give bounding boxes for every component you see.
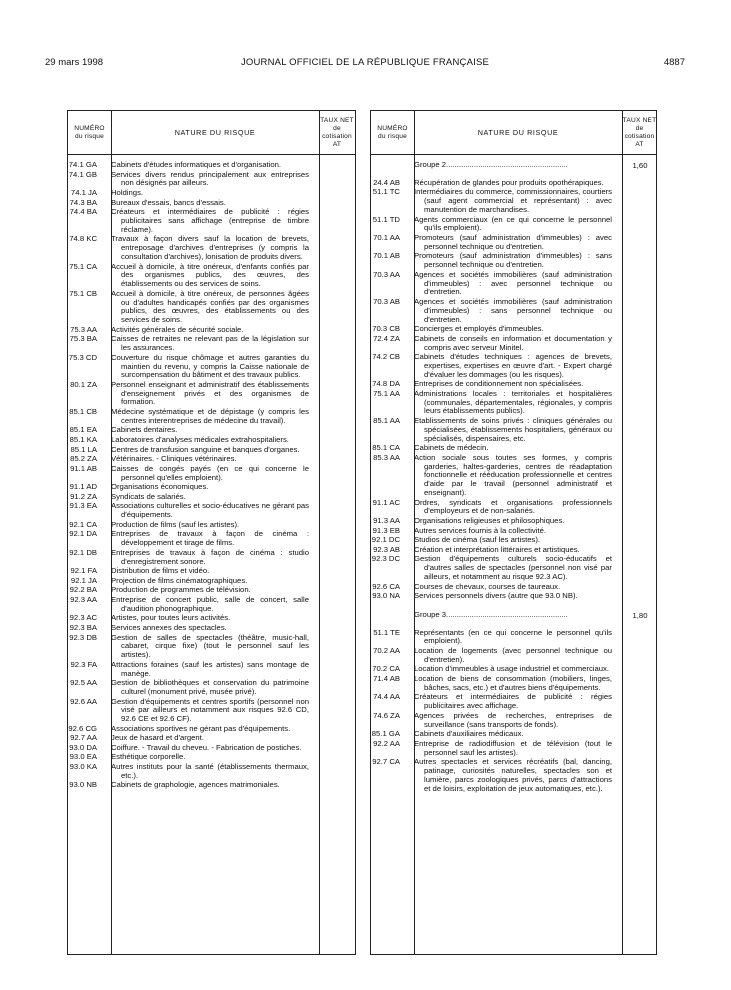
risk-nature: Distribution de films et vidéo. (111, 566, 210, 576)
table-row (68, 290, 311, 325)
table-row (68, 634, 311, 660)
risk-code: 51.1 TC (372, 187, 400, 197)
risk-code: 70.3 AB (373, 296, 400, 306)
risk-code: 74.8 KC (69, 234, 97, 244)
table-row (68, 596, 311, 614)
risk-code: 92.3 AA (70, 594, 97, 604)
risk-nature: Production de programmes de télévision. (111, 585, 251, 595)
table-row (371, 629, 614, 647)
table-row (68, 326, 311, 335)
group-label: Groupe 2......................................................... (414, 161, 568, 169)
risk-nature: Entreprise de radiodiffusion et de télévision (tout le personnel sauf les artistes). (414, 738, 612, 757)
risk-nature: Syndicats de salariés. (111, 491, 186, 501)
risk-nature: Production de films (sauf les artistes). (111, 519, 240, 529)
risk-code: 92.1 FA (70, 566, 97, 576)
risk-code: 85.1 CA (372, 443, 400, 453)
risk-code: 74.4 BA (69, 207, 97, 217)
risk-nature: Entreprises de travaux à façon de cinéma : studio d'enregistrement sonore. (111, 547, 309, 566)
risk-nature: Administrations locales : territoriales et hospitalières (communales, départementales, régionales, y compris leurs établissements publics). (414, 388, 612, 416)
table-row (68, 335, 311, 353)
table-row (371, 555, 614, 581)
risk-code: 74.4 AA (373, 692, 400, 702)
risk-code: 70.1 AB (373, 251, 400, 261)
table-row (371, 325, 614, 334)
risk-code: 92.2 AA (373, 738, 400, 748)
risk-nature: Organisations religieuses et philosophiques. (414, 516, 565, 526)
risk-code: 24.4 AB (373, 177, 400, 187)
risk-nature: Location de logements (avec personnel technique ou d'entretien). (414, 645, 612, 664)
risk-nature: Agences privées de recherches, entreprises de surveillance (sans transports de fonds). (414, 710, 612, 729)
risk-code: 92.1 DB (69, 547, 97, 557)
risk-nature: Activités générales de sécurité sociale. (111, 324, 244, 334)
group-row (371, 611, 614, 620)
risk-code: 92.3 AB (373, 544, 400, 554)
risk-nature: Cabinets de médecin. (414, 443, 489, 453)
table-row (371, 234, 614, 252)
risk-code: 74.1 GA (68, 160, 97, 169)
risk-nature: Créateurs et intermédiaires de publicité : régies publicitaires sans affichage (entreprise de timbre réclame). (111, 207, 309, 234)
table-row (68, 679, 311, 697)
risk-nature: Holdings. (111, 187, 144, 197)
page-number: 4887 (663, 57, 685, 68)
table-row (371, 271, 614, 297)
risk-code: 92.1 DA (69, 529, 97, 539)
table-row (68, 263, 311, 289)
risk-nature: Attractions foraines (sauf les artistes) sans montage de manège. (111, 659, 309, 678)
column-header-nature: NATURE DU RISQUE (477, 127, 559, 137)
risk-nature: Intermédiaires du commerce, commissionnaires, courtiers (sauf agent commercial et représentant) : avec manutention de marchandises. (414, 187, 612, 214)
table-row (371, 527, 614, 536)
table-row (371, 536, 614, 545)
risk-nature: Location d'immeubles à usage industriel et commerciaux. (414, 664, 610, 674)
group-rate: 1,60 (632, 161, 648, 170)
risk-code: 75.3 CD (68, 352, 97, 362)
table-row (68, 734, 311, 743)
table-row (68, 483, 311, 492)
risk-nature: Location de biens de consommation (mobiliers, linges, bâches, sacs, etc.) et d'autres biens d'équipements. (414, 673, 612, 692)
risk-nature: Laboratoires d'analyses médicales extrahospitaliers. (111, 435, 289, 445)
risk-nature: Promoteurs (sauf administration d'immeubles) : sans personnel technique ou d'entretien. (414, 251, 612, 270)
risk-code: 92.6 CA (372, 581, 400, 591)
table-row (68, 465, 311, 483)
table-row (68, 436, 311, 445)
table-row (371, 188, 614, 214)
risk-code: 93.0 KA (69, 762, 97, 772)
risk-code: 75.1 AA (373, 388, 400, 398)
risk-nature: Créateurs et intermédiaires de publicité : régies publicitaires avec affichage. (414, 692, 612, 711)
risk-code: 91.3 EA (69, 501, 97, 511)
table-row (371, 353, 614, 379)
risk-nature: Création et interprétation littéraires et artistiques. (414, 544, 580, 554)
table-row (371, 740, 614, 758)
risk-code: 92.3 AC (69, 613, 97, 623)
risk-code: 74.1 GB (68, 169, 97, 179)
risk-code: 74.2 CB (372, 352, 400, 362)
risk-nature: Cabinets d'études informatiques et d'organisation. (111, 160, 282, 169)
table-row (371, 712, 614, 730)
table-row (371, 298, 614, 324)
journal-title: JOURNAL OFFICIEL DE LA RÉPUBLIQUE FRANÇAISE (240, 57, 490, 68)
column-header-nature: NATURE DU RISQUE (174, 127, 256, 137)
table-row (371, 665, 614, 674)
table-row (371, 335, 614, 353)
risk-code: 91.1 AC (372, 497, 400, 507)
table-row (68, 521, 311, 530)
risk-code: 70.1 AA (373, 232, 400, 242)
table-row (371, 216, 614, 234)
table-row (68, 235, 311, 261)
table-row (371, 179, 614, 188)
column-header-code: NUMÉRO du risque (74, 124, 105, 140)
risk-nature: Agences et sociétés immobilières (sauf administration d'immeubles) : avec personnel technique ou d'entretien. (414, 269, 612, 297)
risk-nature: Cabinets de graphologie, agences matrimoniales. (111, 780, 280, 790)
risk-nature: Cabinets dentaires. (111, 425, 178, 435)
risk-nature: Agents commerciaux (en ce qui concerne le personnel qu'ils emploient). (414, 214, 612, 233)
risk-code: 92.3 DC (371, 554, 400, 564)
table-row (371, 693, 614, 711)
table-row (68, 199, 311, 208)
risk-code: 72.4 ZA (373, 333, 400, 343)
risk-nature: Autres spectacles et services récréatifs (bal, dancing, patinage, curiosités naturelles, spectacles son et lumière, parcs zoologiques privés, parcs d'attractions et de loisirs, exploitation de jeux automatiques, etc.). (414, 757, 612, 793)
table-row (68, 161, 311, 170)
table-row (371, 252, 614, 270)
risk-nature: Jeux de hasard et d'argent. (111, 733, 204, 743)
risk-code: 92.2 BA (69, 585, 97, 595)
risk-nature: Autres services fournis à la collectivité. (414, 525, 547, 535)
table-row (371, 675, 614, 693)
table-row (68, 698, 311, 724)
risk-nature: Personnel enseignant et administratif des établissements d'enseignement privés et des organismes de formation. (111, 379, 309, 407)
risk-code: 74.1 JA (70, 187, 97, 197)
right-table-body (371, 161, 614, 794)
risk-code: 85.1 AA (373, 416, 400, 426)
risk-code: 75.1 CB (69, 288, 97, 298)
risk-code: 70.2 CA (372, 664, 400, 674)
table-row (371, 758, 614, 793)
risk-nature: Caisses de congés payés (en ce qui concerne le personnel qu'elles emploient). (111, 463, 309, 482)
risk-code: 93.0 NA (372, 591, 400, 601)
risk-nature: Studios de cinéma (sauf les artistes). (414, 535, 541, 545)
table-row (68, 408, 311, 426)
risk-nature: Gestion d'équipements culturels socio-éducatifs et d'autres salles de spectacles (personnel non visé par ailleurs, et notamment au risque 92.3 AC). (414, 554, 612, 581)
risk-nature: Services personnels divers (autre que 93.0 NB). (414, 591, 578, 601)
risk-code (371, 611, 414, 620)
risk-nature: Etablissements de soins privés : cliniques générales ou spécialisées, établissements hospitaliers, généraux ou spécialisés, dispensaires, etc. (414, 416, 612, 443)
risk-nature: Cabinets d'études techniques : agences de brevets, expertises, expertises en œuvre d'art. - Expert chargé d'évaluer les dommages (ou les risques). (414, 352, 612, 379)
risk-nature: Associations culturelles et socio-éducatives ne gérant pas d'équipements. (111, 501, 309, 520)
risk-code: 85.1 CB (69, 407, 97, 417)
table-row (371, 730, 614, 739)
group-row (371, 161, 614, 170)
left-rate-table (67, 110, 356, 955)
risk-code: 85.1 KA (69, 435, 97, 445)
risk-nature: Centres de transfusion sanguine et banques d'organes. (111, 444, 300, 454)
risk-nature: Concierges et employés d'immeubles. (414, 324, 544, 334)
risk-code: 92.3 DB (69, 632, 97, 642)
table-row (371, 417, 614, 443)
table-row (68, 455, 311, 464)
risk-code: 92.1 DC (371, 535, 400, 545)
table-row (68, 549, 311, 567)
risk-code: 70.3 AA (373, 269, 400, 279)
risk-code: 91.3 AA (373, 516, 400, 526)
risk-code: 91.1 AB (70, 463, 97, 473)
left-table-body (68, 161, 311, 791)
risk-code: 71.4 AB (373, 673, 400, 683)
header-date: 29 mars 1998 (45, 57, 104, 68)
table-row (68, 354, 311, 380)
risk-code: 75.1 CA (69, 261, 97, 271)
table-row (68, 502, 311, 520)
risk-nature: Gestion de salles de spectacles (théâtre, music-hall, cabaret, cirque fixe) (tout le personnel sauf les artistes). (111, 632, 309, 660)
risk-nature: Médecine systématique et de dépistage (y compris les centres interentreprises de médecine du travail). (111, 407, 309, 425)
table-row (68, 381, 311, 407)
risk-code: 74.8 DA (372, 379, 400, 389)
risk-code: 75.3 AA (70, 324, 97, 334)
table-row (68, 426, 311, 435)
risk-nature: Vétérinaires. - Cliniques vétérinaires. (111, 454, 237, 464)
table-row (371, 390, 614, 416)
table-row (68, 493, 311, 502)
table-row (371, 444, 614, 453)
risk-nature: Couverture du risque chômage et autres garanties du maintien du revenu, y compris la Caisse nationale de surcompensation du bâtiment et des travaux publics. (111, 352, 309, 380)
table-row (68, 530, 311, 548)
risk-code: 74.3 BA (69, 197, 97, 207)
table-row (371, 583, 614, 592)
risk-nature: Cabinets de conseils en information et documentation y compris avec serveur Minitel. (414, 333, 612, 352)
column-header-code: NUMÉRO du risque (377, 124, 408, 140)
group-rate: 1,80 (632, 611, 648, 620)
risk-code: 93.0 NB (69, 780, 97, 790)
risk-nature: Courses de chevaux, courses de taureaux. (414, 581, 561, 591)
risk-code: 70.3 CB (372, 324, 400, 334)
table-row (68, 171, 311, 189)
risk-code: 70.2 AA (373, 645, 400, 655)
risk-nature: Représentants (en ce qui concerne le personnel qu'ils emploient). (414, 627, 612, 646)
page-header (45, 57, 685, 71)
risk-nature: Caisses de retraites ne relevant pas de la législation sur les assurances. (111, 334, 309, 353)
risk-nature: Esthétique corporelle. (111, 752, 186, 762)
risk-nature: Artistes, pour toutes leurs activités. (111, 613, 231, 623)
risk-nature: Cabinets d'auxiliaires médicaux. (414, 729, 524, 739)
risk-nature: Coiffure. - Travail du cheveu. - Fabrication de postiches. (111, 742, 302, 752)
risk-code: 92.6 CG (68, 723, 97, 733)
risk-nature: Entreprises de travaux à façon de cinéma : développement et tirage de films. (111, 529, 309, 548)
risk-code: 74.6 ZA (373, 710, 400, 720)
risk-nature: Projection de films cinématographiques. (111, 575, 248, 585)
table-row (68, 567, 311, 576)
risk-nature: Services divers rendus principalement aux entreprises non désignés par ailleurs. (111, 169, 309, 188)
table-row (68, 446, 311, 455)
risk-nature: Gestion d'équipements et centres sportifs (personnel non visé par ailleurs et notamment aux risques 92.6 CD, 92.6 CE et 92.6 CF). (111, 696, 309, 724)
risk-nature: Bureaux d'essais, bancs d'essais. (111, 197, 226, 207)
risk-code: 85.1 GA (371, 729, 400, 739)
risk-code: 91.1 AD (69, 482, 97, 492)
table-row (68, 208, 311, 234)
table-row (68, 744, 311, 753)
risk-code: 85.1 EA (69, 425, 97, 435)
risk-nature: Entreprise de concert public, salle de concert, salle d'audition phonographique. (111, 594, 309, 613)
risk-nature: Action sociale sous toutes ses formes, y compris garderies, haltes-garderies, centres de réadaptation fonctionnelle et rééducation professionnelle et centres d'aide par le travail (personnel administratif et enseignant). (414, 452, 612, 498)
table-row (371, 546, 614, 555)
risk-nature: Autres instituts pour la santé (établissements thermaux, etc.). (111, 762, 309, 780)
risk-nature: Récupération de glandes pour produits opothérapiques. (414, 177, 604, 187)
risk-code: 51.1 TE (373, 627, 400, 637)
risk-nature: Promoteurs (sauf administration d'immeubles) : avec personnel technique ou d'entretien. (414, 232, 612, 251)
risk-code: 92.5 AA (70, 678, 97, 688)
risk-code: 92.6 AA (70, 696, 97, 706)
table-row (68, 189, 311, 198)
risk-code: 93.0 DA (69, 742, 97, 752)
table-row (371, 380, 614, 389)
table-row (371, 454, 614, 498)
risk-nature: Organisations économiques. (111, 482, 209, 492)
risk-code: 92.7 AA (70, 733, 97, 743)
table-row (68, 725, 311, 734)
risk-nature: Services annexes des spectacles. (111, 622, 227, 632)
table-row (68, 614, 311, 623)
risk-code (371, 161, 414, 170)
table-row (68, 624, 311, 633)
table-row (371, 517, 614, 526)
risk-nature: Gestion de bibliothèques et conservation du patrimoine culturel (monument privé, musée privé). (111, 678, 309, 696)
table-row (68, 577, 311, 586)
risk-code: 91.2 ZA (70, 491, 97, 501)
risk-code: 93.0 EA (69, 752, 97, 762)
risk-code: 92.1 CA (69, 519, 97, 529)
column-header-rate: TAUX NET de cotisation AT (320, 116, 354, 148)
risk-code: 85.3 AA (373, 452, 400, 462)
risk-code: 91.3 EB (372, 525, 400, 535)
column-header-rate: TAUX NET de cotisation AT (622, 116, 657, 148)
risk-nature: Ordres, syndicats et organisations professionnels d'employeurs et de non-salariés. (414, 497, 612, 516)
table-row (68, 781, 311, 790)
risk-code: 75.3 BA (69, 334, 97, 344)
risk-nature: Agences et sociétés immobilières (sauf administration d'immeubles) : sans personnel technique ou d'entretien. (414, 296, 612, 324)
table-row (371, 592, 614, 601)
risk-code: 92.7 CA (372, 757, 400, 767)
risk-nature: Associations sportives ne gérant pas d'équipements. (111, 723, 291, 733)
table-row (68, 661, 311, 679)
risk-nature: Accueil à domicile, à titre onéreux, de personnes âgées ou d'adultes handicapés confiés par des organismes publics, des œuvres, des établissements ou des services de soins. (111, 288, 309, 325)
right-rate-table (370, 110, 657, 955)
table-row (68, 586, 311, 595)
risk-code: 80.1 ZA (70, 379, 97, 389)
risk-nature: Travaux à façon divers sauf la location de brevets, entreposage d'archives d'entreprises (y compris la consultation d'archives), lonisation de produits divers. (111, 234, 309, 261)
risk-nature: Accueil à domicile, à titre onéreux, d'enfants confiés par des organismes publics, des œuvres, des établissements ou des services de soins. (111, 261, 309, 289)
risk-code: 51.1 TD (372, 214, 400, 224)
group-label: Groupe 3......................................................... (414, 610, 568, 619)
table-row (68, 753, 311, 762)
risk-code: 92.3 BA (69, 622, 97, 632)
risk-code: 85.2 ZA (70, 454, 97, 464)
risk-code: 92.1 JA (70, 575, 97, 585)
risk-code: 85.1 LA (70, 444, 97, 454)
risk-nature: Entreprises de conditionnement non spécialisées. (414, 379, 584, 389)
risk-code: 92.3 FA (70, 659, 97, 669)
table-row (371, 499, 614, 517)
table-row (68, 763, 311, 781)
table-row (371, 647, 614, 665)
